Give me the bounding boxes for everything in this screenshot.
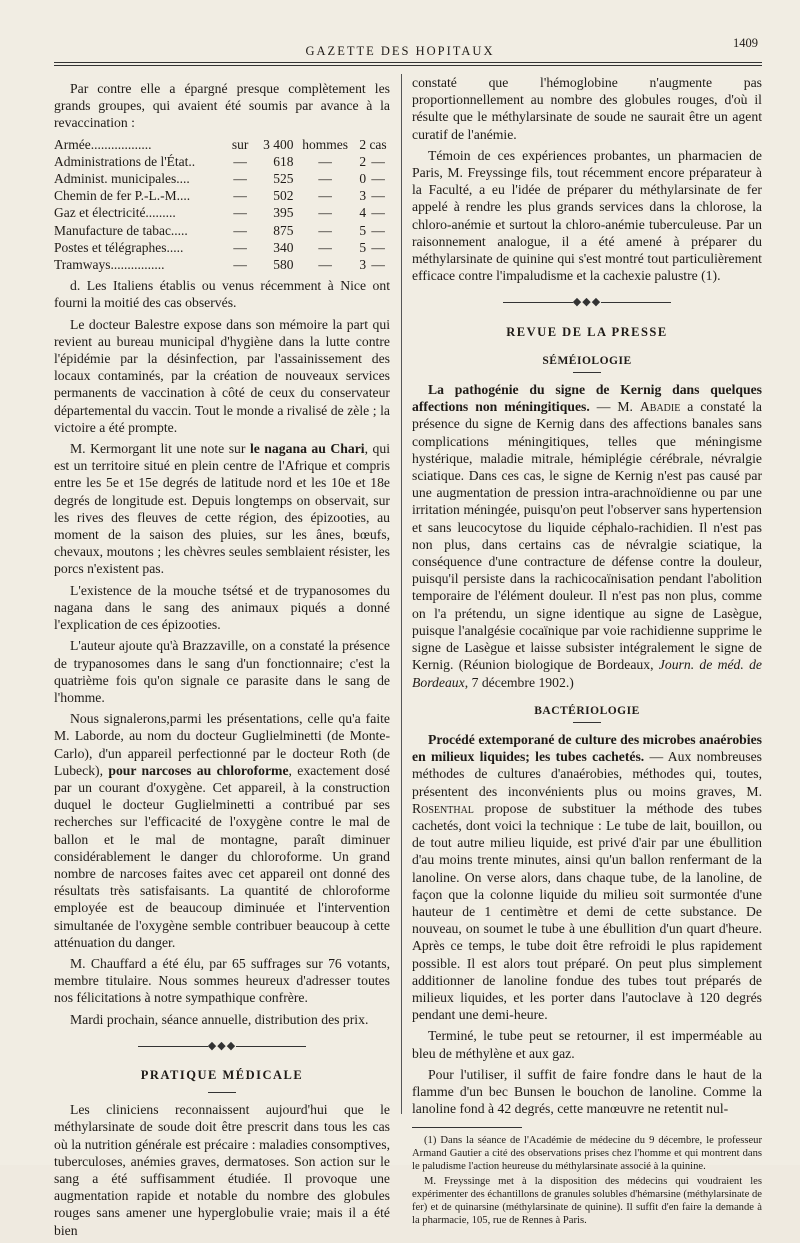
running-header-title: GAZETTE DES HOPITAUX	[305, 44, 495, 58]
text-run: M. Kermorgant lit une note sur	[70, 441, 250, 457]
text-run: — M.	[589, 399, 640, 415]
paragraph-culture	[412, 731, 762, 1023]
table-row	[54, 153, 390, 170]
table-cell: Chemin de fer P.-L.-M....	[54, 188, 191, 204]
table-cell: —	[318, 171, 332, 187]
table-cell: —	[233, 222, 247, 238]
section-heading-pratique: PRATIQUE MÉDICALE	[140, 1067, 304, 1082]
table-cell: 5	[359, 239, 367, 255]
table-cell: hommes	[302, 136, 349, 152]
table-cell: 618	[273, 153, 294, 169]
paragraph-kernig	[412, 381, 762, 691]
table-cell: —	[371, 257, 385, 273]
text-run: a constaté la présence du signe de Kernig dans des affections banales sans complications méningitiques, telles que méningisme hystérique, maladie mitrale, hémiplégie cérébrale, névralgie sciatique. Dans ces cas, le signe de Kernig n'est pas causé par une augmentation de pression intra-arachnoïdienne ou par une irritation méningée, puisqu'on peut l'observer sans hypertension et sans leucocytose du liquide céphalo-rachidien. Il n'est pas non plus, dans certains cas de névralgie sciatique, la conséquence d'une contracture de défense contre la douleur, puisqu'il persiste dans la rachicocaïnisation pendant l'abolition temporaire de l'élément douleur. Il n'est pas non plus, comme on l'a prétendu, un signe identique au signe de Lasègue, puisque l'analgésie cocaïnique par voie rachidienne supprime le signe de Lasègue et laisse subsister intégralement le signe de Kernig. (Réunion biologique de Bordeaux,	[412, 399, 762, 673]
table-cell: Manufacture de tabac.....	[54, 222, 188, 238]
table-cell: —	[371, 205, 385, 221]
paragraph-laborde	[54, 710, 390, 951]
table-cell: 3 400	[263, 136, 294, 152]
table-cell: 340	[273, 239, 294, 255]
paragraph-culture-2: Terminé, le tube peut se retourner, il est imperméable au bleu de méthylène et aux gaz.	[412, 1028, 762, 1061]
table-cell: —	[233, 153, 247, 169]
table-cell: 502	[273, 188, 294, 204]
table-cell: —	[371, 171, 385, 187]
footnote-2: M. Freyssinge met à la disposition des médecins qui voudraient les expérimenter des échantillons de granules solubles d'hémarsine (méthylarsinate de fer) et de quinarsine (méthylarsinate de quinine). Il suffit d'en faire la demande à la pharmacie, 105, rue de Rennes à Paris.	[412, 1176, 762, 1227]
paragraph-hemoglobine: constaté que l'hémoglobine n'augmente pas proportionnellement au nombre des globules rouges, d'où il résulte que le méthylarsinate de soude ne saurait être un agent curatif de l'anémie.	[412, 75, 762, 142]
heading-underline	[208, 1092, 236, 1093]
revaccination-table	[54, 136, 390, 274]
table-cell: —	[318, 239, 332, 255]
table-cell: 2	[359, 136, 367, 152]
paragraph-kermorgant	[54, 440, 390, 578]
table-cell: —	[233, 239, 247, 255]
table-cell: 875	[273, 222, 294, 238]
table-cell: sur	[231, 136, 249, 152]
subheading-semeiologie: SÉMÉIOLOGIE	[542, 354, 632, 367]
table-row	[54, 256, 390, 273]
section-ornament: ◆◆◆	[412, 294, 762, 311]
table-cell: 3	[359, 257, 367, 273]
table-cell: —	[318, 222, 332, 238]
intro-paragraph: Par contre elle a épargné presque complètement les grands groupes, qui avaient été soumis par avance à la revaccination :	[54, 81, 390, 131]
text-run: Nous signalerons,parmi les présentations, celle qu'a faite M. Laborde, au nom du docteur Guglielminetti (de Monte-Carlo), d'un appareil perfectionné par le docteur Roth (de Lubeck),	[54, 711, 390, 778]
text-run: — Aux nombreuses méthodes de cultures d'anaérobies, méthodes qui, toutes, présentent des inconvénients plus ou moins graves, M.	[412, 749, 762, 799]
table-cell: —	[318, 153, 332, 169]
journal-citation: Journ. de méd. de Bordeaux	[412, 657, 762, 690]
section-heading-revue: REVUE DE LA PRESSE	[506, 324, 668, 339]
table-cell: Administrations de l'État..	[54, 153, 196, 169]
table-cell: 580	[273, 257, 294, 273]
bold-run: le nagana au Chari	[249, 441, 365, 457]
text-run: , qui est un territoire situé en plein centre de l'Afrique et compris entre les 5e et 15e degrés de latitude nord et les 10e et 18e degrés de longitude est. Depuis longtemps on observait, sur les rives des fleuves de cette région, des épizooties, au moment de la saison des pluies, sur les ânes, bœufs, chevaux, moutons ; les chèvres seules semblaient résister, les porcs n'existent pas.	[54, 441, 391, 577]
page-number: 1409	[733, 36, 758, 50]
paragraph-freyssinge: Témoin de ces expériences probantes, un pharmacien de Paris, M. Freyssinge fils, tout récemment encore préparateur à la Faculté, a eu l'idée de préparer du méthylarsinate de fer appelé à rendre les plus grands services dans la chlorose, la chloro-anémie et surtout la chloro-anémie tuberculeuse. Par un raisonnement analogue, il a été amené à préparer du méthylarsinate de quinine qui s'est montré tout particulièrement efficace contre l'impaludisme et la cachexie palustre (1).	[412, 147, 762, 284]
paragraph-culture-3: Pour l'utiliser, il suffit de faire fondre dans le haut de la flamme d'un bec Bunsen le bouchon de lanoline. Comme la lanoline fond à 42 degrés, cette manœuvre ne retentit nul-	[412, 1066, 762, 1117]
right-column	[412, 74, 762, 1229]
table-cell: Postes et télégraphes.....	[54, 239, 184, 255]
table-cell: —	[371, 239, 385, 255]
paragraph-italians: d. Les Italiens établis ou venus récemment à Nice ont fourni la moitié des cas observés.	[54, 278, 390, 311]
author-name: Abadie	[639, 399, 681, 415]
table-cell: —	[233, 188, 247, 204]
bold-run: pour narcoses au chloroforme	[108, 762, 289, 778]
header-rule-bottom	[54, 65, 762, 66]
table-cell: —	[318, 257, 332, 273]
column-divider	[401, 74, 402, 1114]
header-rule-top	[54, 62, 762, 63]
subheading-underline	[573, 722, 601, 723]
table-cell: 5	[359, 222, 367, 238]
subheading-bacteriologie: BACTÉRIOLOGIE	[534, 704, 640, 717]
article-title: La pathogénie du signe de Kernig dans quelques affections non méningitiques.	[412, 382, 762, 415]
table-cell: —	[371, 222, 385, 238]
table-cell: cas	[369, 136, 387, 152]
footnote-rule	[412, 1127, 522, 1128]
table-cell: Tramways................	[54, 257, 165, 273]
table-cell: —	[318, 188, 332, 204]
table-row	[54, 239, 390, 256]
left-column	[54, 80, 390, 1243]
table-row	[54, 204, 390, 221]
table-cell: 395	[273, 205, 294, 221]
text-run: propose de substituer la méthode des tubes cachetés, dont voici la technique : Le tube de lait, bouillon, ou de tout autre milieu liquide, est privé d'air par une ébullition d'au moins trente minutes, ainsi qu'un ballon renfermant de la lanoline. On verse alors, dans chaque tube, de la lanoline, de façon que la colonne liquide du milieu soit surmontée d'une hauteur de 1 centimètre et demi de cette substance. De nouveau, on soumet le tube à une ébullition d'un quart d'heure. Après ce temps, le tube doit être refroidi le plus rapidement possible. Il est alors tout préparé. On peut plus simplement additionner de lanoline fondue des tubes tout préparés de milieux liquides, et les porter dans l'autoclave à 120 degrés pendant une demi-heure.	[412, 800, 762, 1023]
table-row	[54, 170, 390, 187]
table-cell: 525	[273, 171, 294, 187]
paragraph-prizes: Mardi prochain, séance annuelle, distribution des prix.	[70, 1011, 369, 1027]
section-ornament: ◆◆◆	[54, 1038, 390, 1055]
table-cell: Administ. municipales....	[54, 171, 190, 187]
text-run: , 7 décembre 1902.)	[464, 674, 574, 690]
table-cell: Armée..................	[54, 136, 152, 152]
table-row	[54, 136, 390, 153]
subheading-underline	[573, 372, 601, 373]
footnote-1: (1) Dans la séance de l'Académie de médecine du 9 décembre, le professeur Armand Gautier a cité des observations prises chez l'homme et qui montrent dans le paludisme l'action heureuse du méthylarsinate associé à la quinine.	[412, 1135, 762, 1173]
table-cell: 3	[359, 188, 367, 204]
text-run: , exactement dosé par un courant d'oxygène. Cet appareil, à la construction duquel le docteur Guglielminetti a contribué par ses recherches sur l'efficacité de l'oxygène contre le mal de ballon et le mal de montagne, paraît diminuer considérablement le danger du chloroforme. Un grand nombre de narcoses faites avec cet appareil ont donné des résultats très satisfaisants. La quantité de chloroforme employée est de beaucoup diminuée et l'intervention simultanée de l'oxygène semble contribuer beaucoup à cette atténuation du danger.	[54, 762, 391, 950]
table-row	[54, 222, 390, 239]
author-name: Rosenthal	[412, 800, 474, 816]
paragraph-chauffard: M. Chauffard a été élu, par 65 suffrages sur 76 votants, membre titulaire. Nous sommes heureux d'adresser toutes nos félicitations à notre sympathique confrère.	[54, 955, 390, 1006]
paragraph-brazzaville: L'auteur ajoute qu'à Brazzaville, on a constaté la présence de trypanosomes dans le sang d'un fonctionnaire; c'est la quatrième fois qu'on signale ce parasite dans le sang de l'homme.	[54, 638, 390, 705]
table-cell: 0	[359, 171, 367, 187]
table-cell: Gaz et électricité.........	[54, 205, 176, 221]
article-title: Procédé extemporané de culture des microbes anaérobies en milieux liquides; les tubes cachetés.	[412, 731, 762, 765]
table-cell: —	[233, 171, 247, 187]
table-cell: —	[371, 188, 385, 204]
paragraph-tsetse: L'existence de la mouche tsétsé et de trypanosomes du nagana dans le sang des animaux piqués a donné l'explication de ces épizooties.	[54, 582, 390, 633]
table-cell: 4	[359, 205, 367, 221]
table-cell: —	[233, 257, 247, 273]
table-cell: —	[233, 205, 247, 221]
table-row	[54, 187, 390, 204]
paragraph-balestre: Le docteur Balestre expose dans son mémoire la part qui revient au bureau municipal d'hygiène dans la lutte contre l'épidémie par la désinfection, par l'assainissement des locaux contaminés, par la création de nouveaux services permanents de vaccination à côté de ceux du conservateur départemental du vaccin. Tout le monde a rivalisé de zèle ; la victoire a été prompte.	[54, 316, 390, 435]
paragraph-methylarsinate: Les cliniciens reconnaissent aujourd'hui que le méthylarsinate de soude doit être prescrit dans tous les cas où la nutrition générale est précaire : maladies consomptives, tuberculoses, anémies graves, dermatoses. Son action sur le sang a été suffisamment étudiée. Il provoque une augmentation rapide et notable du nombre des globules rouges sans amener une hyperglobulie vraie; mais il a été bien	[54, 1102, 390, 1238]
table-cell: —	[318, 205, 332, 221]
table-cell: 2	[359, 153, 367, 169]
table-cell: —	[371, 153, 385, 169]
